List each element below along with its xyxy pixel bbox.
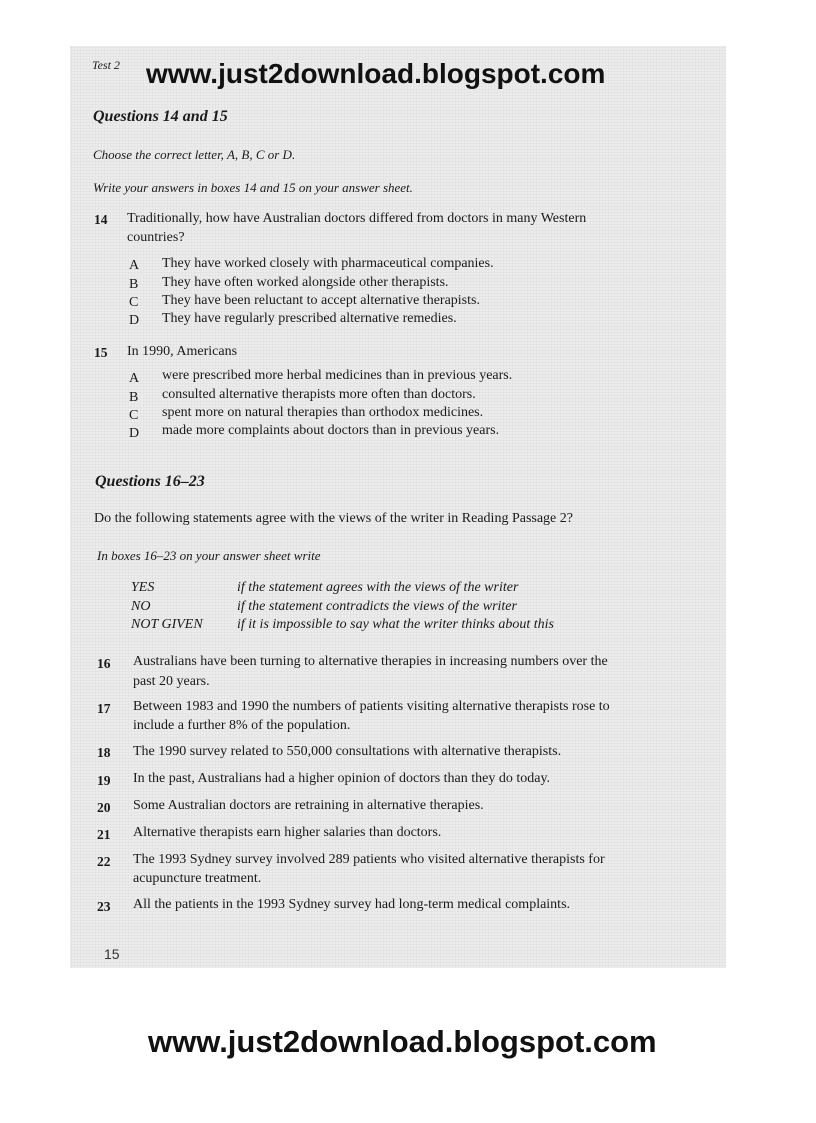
option-letter: B <box>129 390 139 405</box>
statement-text: Some Australian doctors are retraining in alternative therapies. <box>133 798 484 813</box>
option-text: spent more on natural therapies than orthodox medicines. <box>162 405 484 420</box>
statement-text: The 1990 survey related to 550,000 consultations with alternative therapists. <box>133 744 562 759</box>
statement-text: past 20 years. <box>133 674 210 689</box>
option-text: consulted alternative therapists more often than doctors. <box>162 387 476 402</box>
option-text: made more complaints about doctors than in previous years. <box>162 423 500 438</box>
question-text: countries? <box>127 230 185 245</box>
option-letter: D <box>129 426 140 441</box>
statement-number: 20 <box>97 800 111 815</box>
legend-key: NO <box>131 599 151 614</box>
statement-number: 16 <box>97 656 111 671</box>
statement-number: 17 <box>97 701 111 716</box>
option-letter: B <box>129 277 139 292</box>
option-letter: A <box>129 258 140 273</box>
question-text: In 1990, Americans <box>127 344 238 359</box>
question-number: 15 <box>94 345 108 360</box>
statement-text: All the patients in the 1993 Sydney survey had long-term medical complaints. <box>133 897 571 912</box>
statement-text: include a further 8% of the population. <box>133 718 351 733</box>
section2-heading: Questions 16–23 <box>95 473 205 490</box>
statement-text: acupuncture treatment. <box>133 871 262 886</box>
option-text: They have been reluctant to accept alternative therapists. <box>162 293 480 308</box>
watermark-bottom: www.just2download.blogspot.com <box>148 1024 657 1059</box>
legend-desc: if the statement agrees with the views of the writer <box>237 580 519 595</box>
section2-instruction1: Do the following statements agree with the views of the writer in Reading Passage 2? <box>94 511 573 526</box>
legend-desc: if the statement contradicts the views of the writer <box>237 599 517 614</box>
statement-text: Between 1983 and 1990 the numbers of patients visiting alternative therapists rose to <box>133 699 610 714</box>
legend-key: NOT GIVEN <box>131 617 203 632</box>
option-text: They have worked closely with pharmaceutical companies. <box>162 256 494 271</box>
statement-text: Australians have been turning to alternative therapies in increasing numbers over the <box>133 654 608 669</box>
question-text: Traditionally, how have Australian doctors differed from doctors in many Western <box>127 211 587 226</box>
option-letter: C <box>129 408 139 423</box>
question-number: 14 <box>94 212 108 227</box>
legend-key: YES <box>131 580 155 595</box>
statement-number: 21 <box>97 827 111 842</box>
section2-instruction2: In boxes 16–23 on your answer sheet write <box>97 548 321 563</box>
legend-desc: if it is impossible to say what the writer thinks about this <box>237 617 554 632</box>
option-text: were prescribed more herbal medicines than in previous years. <box>162 368 513 383</box>
statement-number: 18 <box>97 745 111 760</box>
statement-text: The 1993 Sydney survey involved 289 patients who visited alternative therapists for <box>133 852 605 867</box>
option-letter: D <box>129 313 140 328</box>
statement-number: 22 <box>97 854 111 869</box>
option-text: They have often worked alongside other therapists. <box>162 275 449 290</box>
section1-heading: Questions 14 and 15 <box>93 108 228 125</box>
watermark-top: www.just2download.blogspot.com <box>146 58 606 89</box>
statement-number: 19 <box>97 773 111 788</box>
option-letter: C <box>129 295 139 310</box>
statement-number: 23 <box>97 899 111 914</box>
test-label: Test 2 <box>92 58 120 72</box>
section1-instruction2: Write your answers in boxes 14 and 15 on your answer sheet. <box>93 180 413 195</box>
section1-instruction1: Choose the correct letter, A, B, C or D. <box>93 147 296 162</box>
statement-text: Alternative therapists earn higher salaries than doctors. <box>133 825 442 840</box>
option-letter: A <box>129 371 140 386</box>
statement-text: In the past, Australians had a higher opinion of doctors than they do today. <box>133 771 551 786</box>
page-number: 15 <box>104 946 120 962</box>
option-text: They have regularly prescribed alternative remedies. <box>162 311 457 326</box>
